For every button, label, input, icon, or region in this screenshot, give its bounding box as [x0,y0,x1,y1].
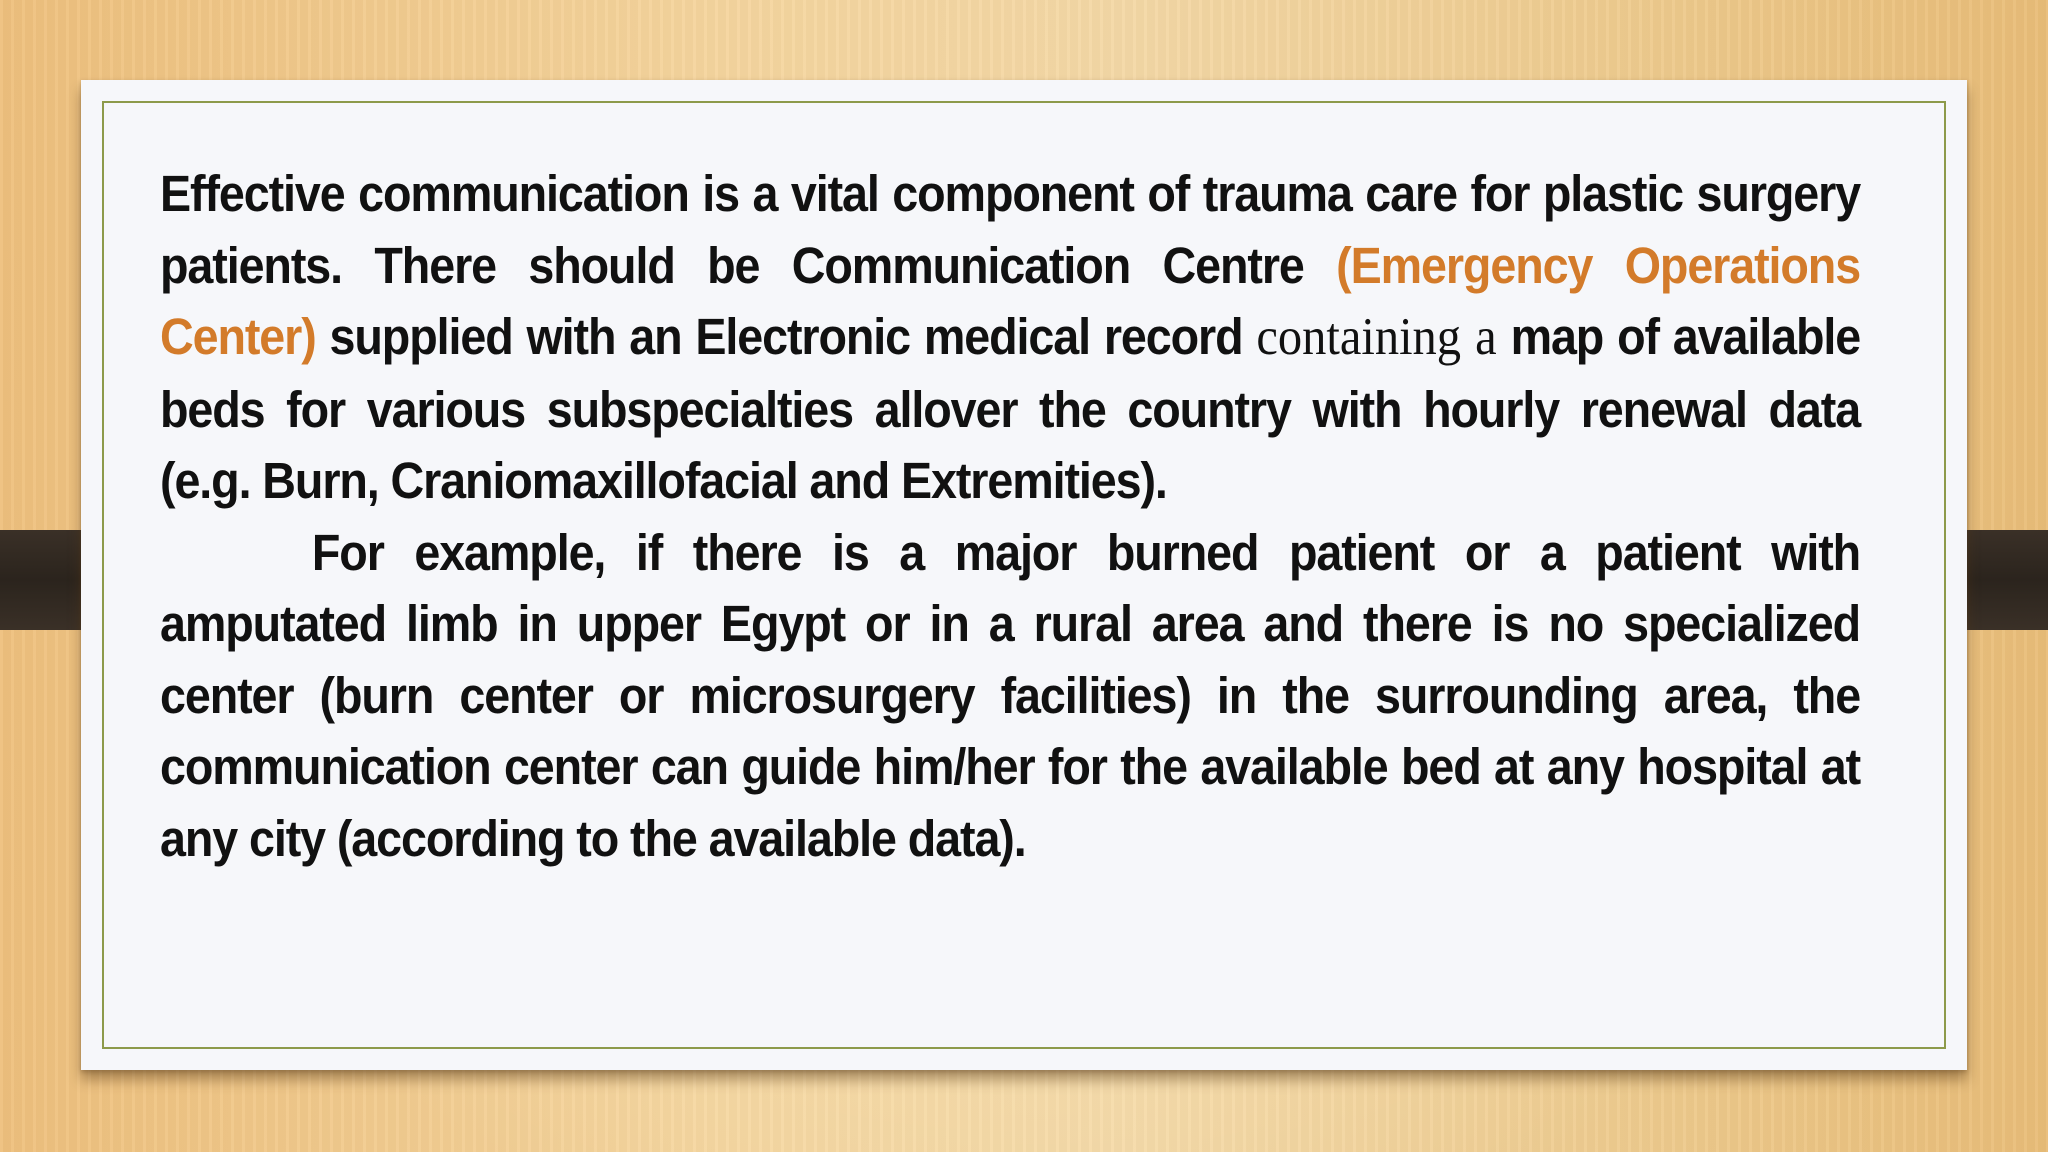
paragraph-1-part-1: Effective communication is a vital component of trauma care for plastic surgery patients. There should be Communication Centre [160,165,1861,294]
paragraph-2 [160,517,1860,875]
slide-body-text [160,158,1860,874]
paragraph-1-part-2: supplied with an Electronic medical record [315,308,1257,365]
highlight-emergency-operations-center: (Emergency Operations Center) [160,236,1861,365]
paragraph-1-serif-text: containing a [1256,308,1497,366]
paragraph-1-part-3: map of available beds for various subspecialties allover the country with hourly renewal data (e.g. Burn, Craniomaxillofacial and Extremities). [160,308,1861,509]
paragraph-2-text: For example, if there is a major burned patient or a patient with amputated limb in upper Egypt or in a rural area and there is no specialized center (burn center or microsurgery facilities) in the surrounding area, the communication center can guide him/her for the available bed at any hospital at any city (according to the available data). [160,523,1861,867]
paragraph-1 [160,158,1860,517]
